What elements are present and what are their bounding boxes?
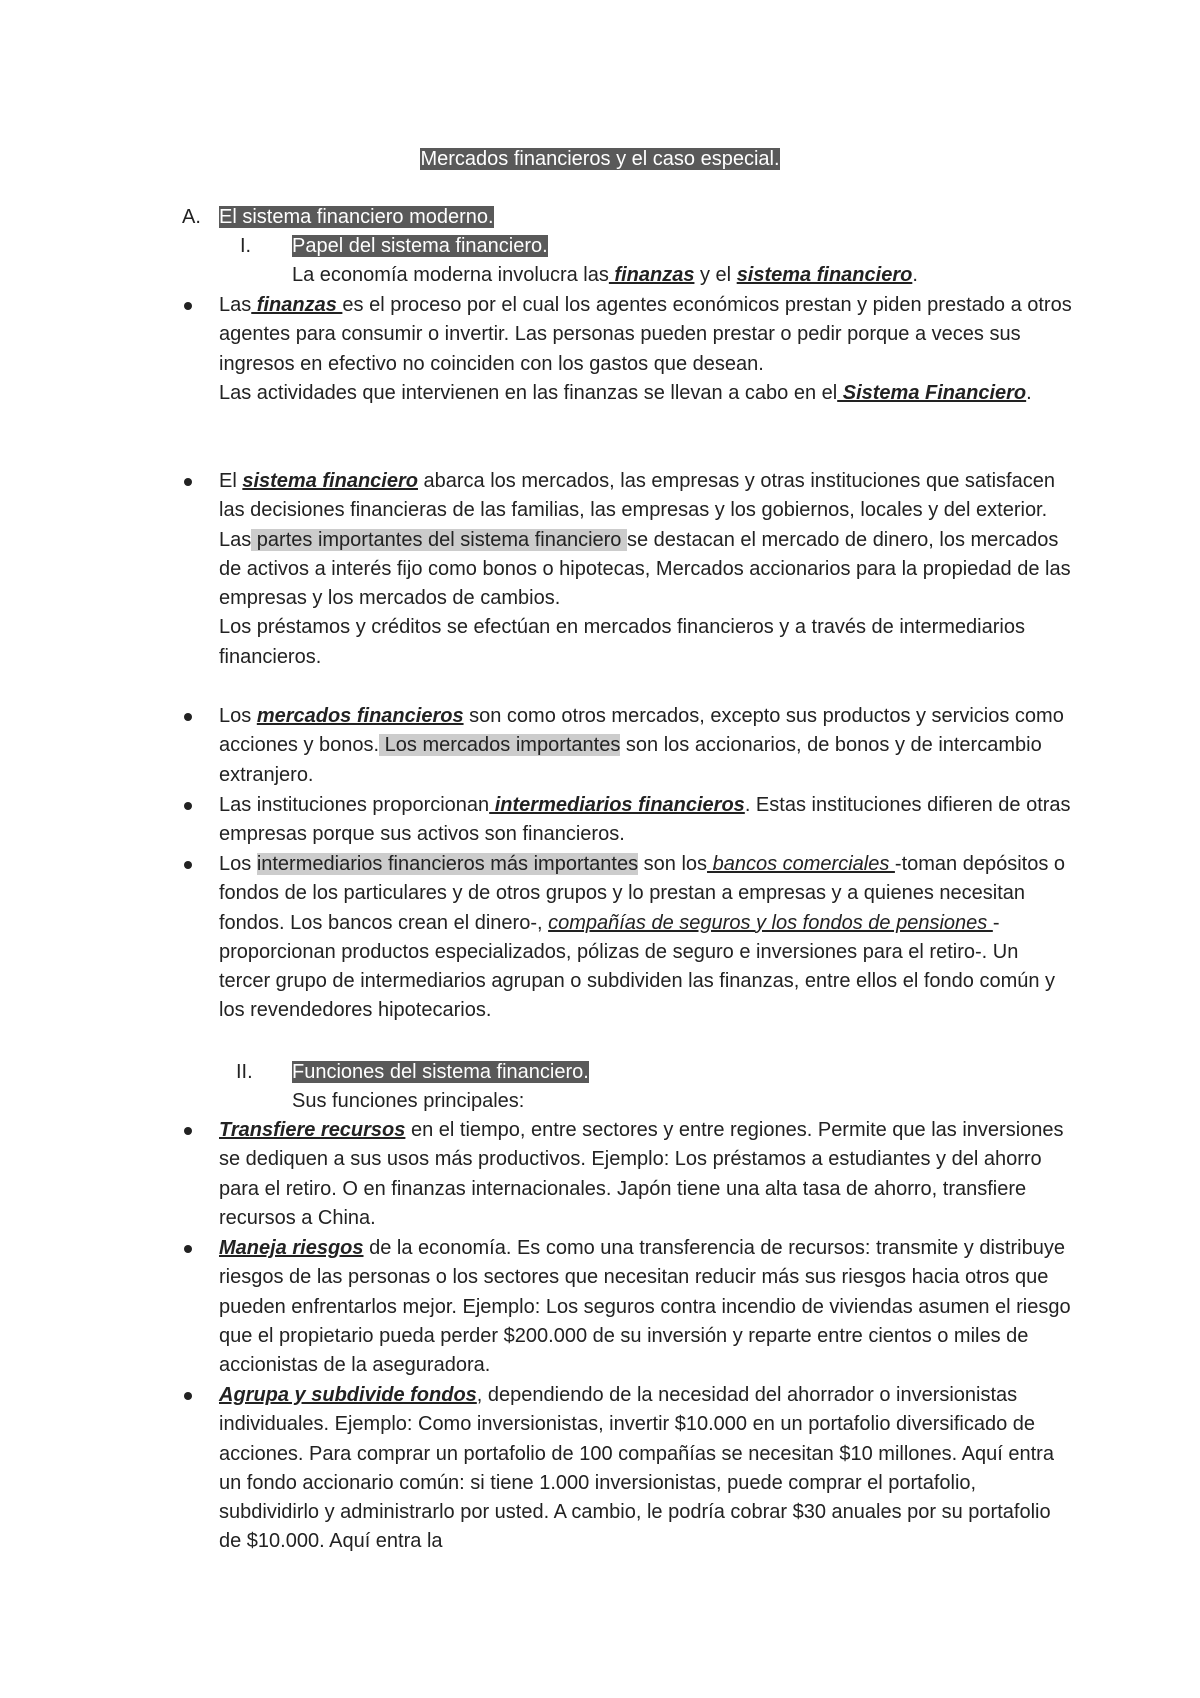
text: es el proceso por el cual los agentes económicos prestan y piden prestado a otros agentes para consumir o invertir. Las personas pueden prestar o pedir porque a veces sus ingresos en efectivo no coinciden con los gastos que desean. — [219, 294, 1072, 375]
text: son los — [638, 853, 708, 875]
subsection-1-intro — [292, 261, 918, 290]
highlight: Los mercados importantes — [379, 734, 621, 757]
intro-text: La economía moderna involucra las — [292, 264, 609, 286]
subsection-1-marker: I. — [240, 235, 252, 257]
section-a-marker: A. — [182, 206, 201, 228]
text: . — [1026, 381, 1032, 404]
text: Los — [219, 705, 257, 727]
bullet-dot-icon — [184, 478, 192, 486]
bullet-5-paragraph — [219, 850, 1074, 1026]
text: se destacan el mercado de dinero, los mercados de activos a interés fijo como bonos o hipotecas, Mercados accionarios para la propiedad de las empresas y los mercados de cambios. — [219, 528, 1071, 610]
document-title — [0, 147, 1200, 171]
text: son como otros mercados, excepto sus productos y servicios como acciones y bonos. — [219, 705, 1064, 757]
term-sistema-financiero: sistema financiero — [242, 470, 418, 492]
intro-term-finanzas: finanzas — [608, 264, 695, 286]
term-finanzas: finanzas — [251, 294, 343, 316]
bullet-dot-icon — [184, 1245, 192, 1253]
subsection-2-marker: II. — [236, 1061, 253, 1083]
bullet-dot-icon — [184, 1392, 192, 1400]
bullet-7-paragraph — [219, 1234, 1074, 1380]
section-a-label: El sistema financiero moderno. — [219, 206, 494, 228]
bullet-dot-icon — [184, 861, 192, 869]
term-agrupa-subdivide: Agrupa y subdivide fondos — [219, 1384, 477, 1406]
bullet-dot-icon — [184, 1127, 192, 1135]
term-transfiere-recursos: Transfiere recursos — [219, 1119, 406, 1141]
subsection-2-label: Funciones del sistema financiero. — [292, 1061, 589, 1083]
bullet-4-paragraph — [219, 791, 1074, 850]
text: de la economía. Es como una transferencia de recursos: transmite y distribuye riesgos de las personas o los sectores que necesitan reducir más sus riesgos hacia otros que pueden enfrentarlos mejor. Ejemplo: Los seguros contra incendio de viviendas asumen el riesgo que el propietario pueda perder $200.000 de su inversión y reparte entre cientos o miles de accionistas de la aseguradora. — [219, 1237, 1071, 1377]
text: -proporcionan productos especializados, pólizas de seguro e inversiones para el retiro-. Un tercer grupo de intermediarios agrupan o subdividen las finanzas, entre ellos el fondo común y los revendedores hipotecarios. — [219, 911, 1056, 1022]
text: son los accionarios, de bonos y de intercambio extranjero. — [219, 734, 1042, 786]
bullet-6-paragraph — [219, 1116, 1074, 1233]
text: abarca los mercados, las empresas y otras instituciones que satisfacen las decisiones financieras de las familias, las empresas y los gobiernos, locales y del exterior. Las — [219, 470, 1055, 551]
term-sistema-financiero: Sistema Financiero — [837, 381, 1027, 404]
bullet-2-paragraph — [219, 467, 1074, 672]
highlight: partes importantes del sistema financiero — [251, 528, 627, 551]
intro-text: . — [912, 264, 918, 286]
subsection-2-heading — [292, 1058, 589, 1087]
subsection-1-label: Papel del sistema financiero. — [292, 235, 548, 257]
subsection-2-intro: Sus funciones principales: — [292, 1090, 525, 1112]
bullet-dot-icon — [184, 302, 192, 310]
text: -toman depósitos o fondos de los particulares y de otros grupos y lo prestan a empresas y a quienes necesitan fondos. Los bancos crean el dinero-, — [219, 853, 1066, 934]
text: Los — [219, 853, 257, 875]
text: Los préstamos y créditos se efectúan en mercados financieros y a través de intermediarios financieros. — [219, 616, 1025, 668]
text: Las instituciones proporcionan — [219, 794, 490, 816]
text: Las actividades que intervienen en las finanzas se llevan a cabo en el — [219, 381, 838, 404]
term-companias-seguros: compañías de seguros y los fondos de pensiones — [548, 911, 993, 934]
intro-text: y el — [694, 264, 737, 286]
bullet-dot-icon — [184, 713, 192, 721]
term-bancos-comerciales: bancos comerciales — [707, 853, 895, 875]
term-intermediarios-financieros: intermediarios financieros — [489, 794, 745, 816]
term-mercados-financieros: mercados financieros — [256, 705, 464, 727]
text: . Estas instituciones difieren de otras empresas porque sus activos son financieros. — [219, 794, 1071, 846]
bullet-1-paragraph — [219, 291, 1074, 408]
text: El — [219, 470, 243, 492]
highlight: intermediarios financieros más importantes — [256, 853, 639, 875]
bullet-3-paragraph — [219, 702, 1074, 790]
title-text: Mercados financieros y el caso especial. — [420, 148, 780, 170]
text: Las — [219, 294, 252, 316]
term-maneja-riesgos: Maneja riesgos — [219, 1237, 364, 1259]
bullet-8-paragraph — [219, 1381, 1074, 1557]
intro-term-sistema: sistema financiero — [736, 264, 913, 286]
text: en el tiempo, entre sectores y entre regiones. Permite que las inversiones se dediquen a sus usos más productivos. Ejemplo: Los préstamos a estudiantes y del ahorro para el retiro. O en finanzas internacionales. Japón tiene una alta tasa de ahorro, transfiere recursos a China. — [219, 1119, 1064, 1229]
subsection-1-heading — [292, 232, 548, 261]
bullet-dot-icon — [184, 802, 192, 810]
section-a-heading — [219, 203, 494, 232]
text: , dependiendo de la necesidad del ahorrador o inversionistas individuales. Ejemplo: Como inversionistas, invertir $10.000 en un portafolio diversificado de acciones. Para comprar un portafolio de 100 compañías se necesitan $10 millones. Aquí entra un fondo accionario común: si tiene 1.000 inversionistas, puede comprar el portafolio, subdividirlo y administrarlo por usted. A cambio, le podría cobrar $30 anuales por su portafolio de $10.000. Aquí entra la — [219, 1384, 1054, 1553]
